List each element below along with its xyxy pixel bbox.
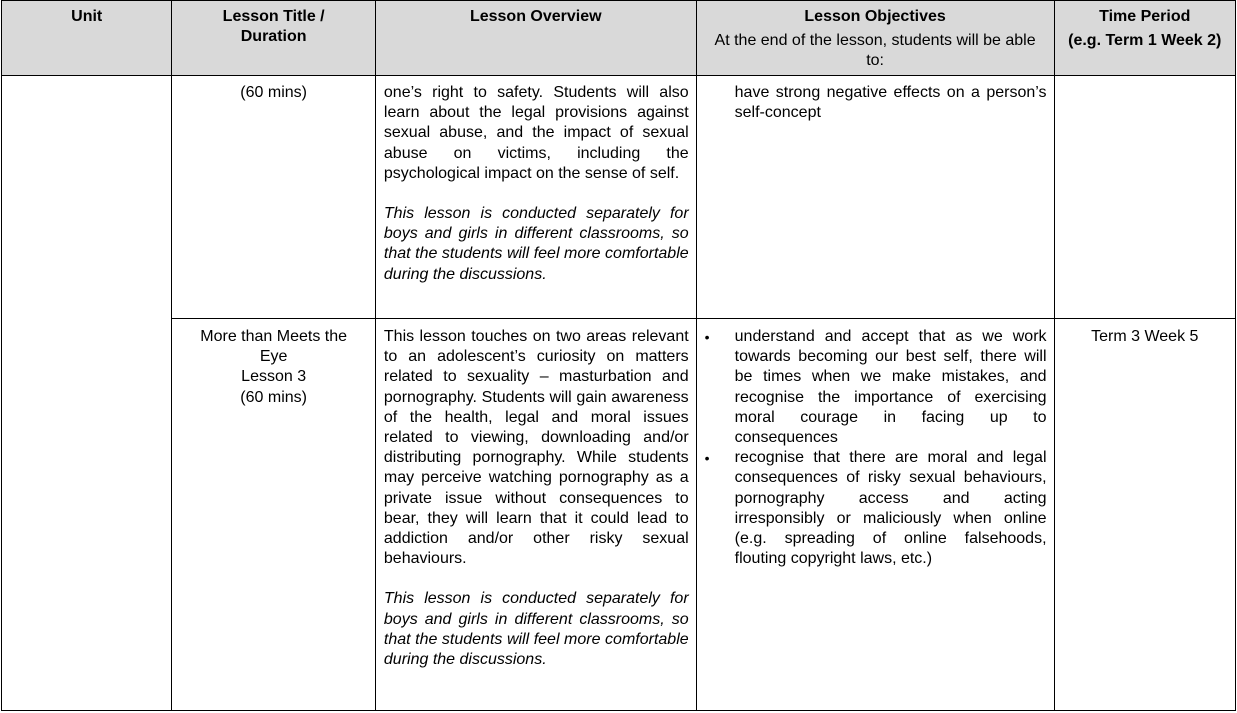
lesson-duration: (60 mins) <box>240 388 307 406</box>
header-time-label: Time Period <box>1099 8 1191 25</box>
overview-text: This lesson touches on two areas relevant to an adolescent’s curiosity on matters related to sexuality – masturbation and pornography. Students will gain awareness of the health, legal and moral issues related to viewing, downloading and/or distributing pornography. While students may perceive watching pornography as a private issue without consequences to bear, they will learn that it could lead to addiction and/or other risky sexual behaviours. <box>383 328 689 568</box>
header-objectives-sublabel: At the end of the lesson, students will be able to: <box>714 32 1036 70</box>
cell-lesson-overview <box>375 76 696 319</box>
objective-item <box>704 327 1047 448</box>
cell-time-period <box>1054 319 1235 711</box>
cell-lesson-objectives <box>696 76 1054 319</box>
cell-lesson-objectives <box>696 319 1054 711</box>
cell-lesson-title <box>172 319 375 711</box>
table-row <box>2 319 1236 711</box>
header-row <box>2 1 1236 76</box>
overview-text: one’s right to safety. Students will also learn about the legal provisions against sexual abuse, and the impact of sexual abuse on victims, including the psychological impact on the sense of self. <box>383 84 689 182</box>
time-period-text: Term 3 Week 5 <box>1091 328 1199 345</box>
bullet-icon: • <box>704 450 710 467</box>
cell-unit <box>2 76 172 711</box>
lesson-title: More than Meets the Eye <box>200 328 348 366</box>
lesson-plan-table <box>1 0 1236 711</box>
table-row <box>2 76 1236 319</box>
objectives-list <box>697 327 1054 569</box>
overview-note: This lesson is conducted separately for boys and girls in different classrooms, so that the students will feel more comfortable during the discussions. <box>383 205 689 283</box>
header-time-period <box>1054 1 1235 76</box>
lesson-duration: (60 mins) <box>240 84 307 101</box>
objective-text: understand and accept that as we work towards becoming our best self, there will be times when we make mistakes, and recognise the importance of exercising moral courage in facing up to consequences <box>734 328 1047 447</box>
header-unit <box>2 1 172 76</box>
objective-text: recognise that there are moral and legal consequences of risky sexual behaviours, pornography access and acting irresponsibly or maliciously when online (e.g. spreading of online falsehoods, flouting copyright laws, etc.) <box>734 449 1047 568</box>
objective-item <box>704 448 1047 569</box>
header-objectives-label: Lesson Objectives <box>804 8 946 25</box>
overview-note: This lesson is conducted separately for boys and girls in different classrooms, so that the students will feel more comfortable during the discussions. <box>383 590 689 669</box>
bullet-icon: • <box>704 329 710 345</box>
cell-lesson-overview <box>375 319 696 711</box>
header-lesson-objectives <box>696 1 1054 76</box>
header-title-label: Lesson Title / Duration <box>222 8 325 46</box>
cell-time-period <box>1054 76 1235 319</box>
header-time-sublabel: (e.g. Term 1 Week 2) <box>1068 32 1222 50</box>
cell-lesson-title <box>172 76 375 319</box>
header-lesson-title <box>172 1 375 76</box>
lesson-number: Lesson 3 <box>241 368 307 386</box>
objective-continued-text: have strong negative effects on a person’s self-concept <box>734 84 1047 122</box>
header-overview-label: Lesson Overview <box>469 8 602 25</box>
header-unit-label: Unit <box>71 8 103 25</box>
header-lesson-overview <box>375 1 696 76</box>
